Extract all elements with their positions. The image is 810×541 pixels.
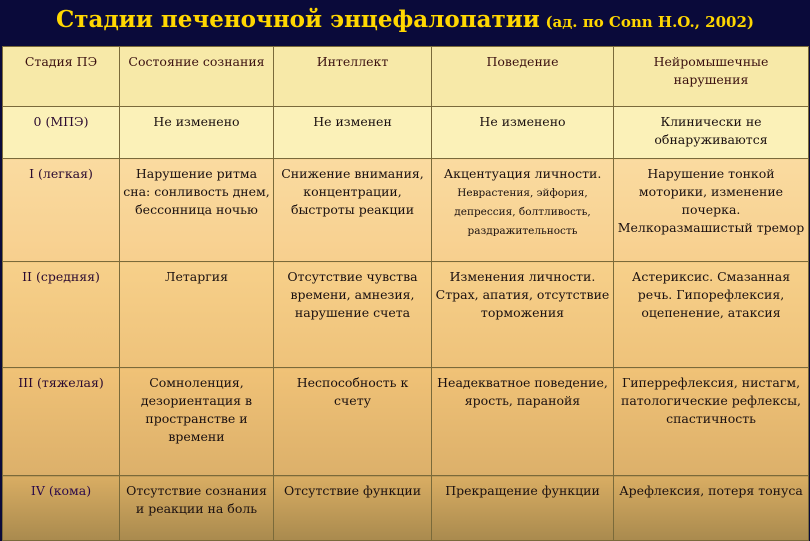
neuromuscular-cell: Гиперрефлексия, нистагм, патологические рефлексы, спастичность <box>614 368 809 476</box>
table-row <box>3 476 809 541</box>
header-intellect: Интеллект <box>274 47 432 107</box>
intellect-cell: Отсутствие чувства времени, амнезия, нарушение счета <box>274 262 432 368</box>
title-source: (ад. по Conn H.O., 2002) <box>545 13 754 31</box>
table-row <box>3 368 809 476</box>
intellect-cell: Отсутствие функции <box>274 476 432 541</box>
intellect-cell: Неспособность к счету <box>274 368 432 476</box>
consciousness-cell: Летаргия <box>120 262 274 368</box>
intellect-cell: Не изменен <box>274 107 432 159</box>
header-neuromuscular: Нейромышечные нарушения <box>614 47 809 107</box>
table-row <box>3 262 809 368</box>
stage-cell: III (тяжелая) <box>3 368 120 476</box>
stage-cell: IV (кома) <box>3 476 120 541</box>
intellect-cell: Снижение внимания, концентрации, быстроты реакции <box>274 159 432 262</box>
stage-cell: I (легкая) <box>3 159 120 262</box>
behavior-cell <box>432 159 614 262</box>
stage-cell: II (средняя) <box>3 262 120 368</box>
neuromuscular-cell: Клинически не обнаруживаются <box>614 107 809 159</box>
behavior-text: Акцентуация личности. <box>443 166 602 181</box>
header-stage: Стадия ПЭ <box>3 47 120 107</box>
consciousness-cell: Нарушение ритма сна: сонливость днем, бессонница ночью <box>120 159 274 262</box>
neuromuscular-cell: Арефлексия, потеря тонуса <box>614 476 809 541</box>
consciousness-cell: Отсутствие сознания и реакции на боль <box>120 476 274 541</box>
header-consciousness: Состояние сознания <box>120 47 274 107</box>
slide-title <box>0 6 810 33</box>
stage-cell: 0 (МПЭ) <box>3 107 120 159</box>
title-main: Стадии печеночной энцефалопатии <box>55 6 540 33</box>
header-behavior: Поведение <box>432 47 614 107</box>
behavior-cell: Не изменено <box>432 107 614 159</box>
consciousness-cell: Не изменено <box>120 107 274 159</box>
neuromuscular-cell: Нарушение тонкой моторики, изменение почерка. Мелкоразмашистый тремор <box>614 159 809 262</box>
table-row <box>3 107 809 159</box>
behavior-cell: Изменения личности. Страх, апатия, отсутствие торможения <box>432 262 614 368</box>
behavior-detail: Неврастения, эйфория, депрессия, болтливость, раздражительность <box>454 187 591 237</box>
behavior-cell: Неадекватное поведение, ярость, паранойя <box>432 368 614 476</box>
neuromuscular-cell: Астериксис. Смазанная речь. Гипорефлексия, оцепенение, атаксия <box>614 262 809 368</box>
behavior-cell: Прекращение функции <box>432 476 614 541</box>
consciousness-cell: Сомноленция, дезориентация в пространстве и времени <box>120 368 274 476</box>
stages-table <box>2 46 809 541</box>
table-row <box>3 159 809 262</box>
table-header-row <box>3 47 809 107</box>
